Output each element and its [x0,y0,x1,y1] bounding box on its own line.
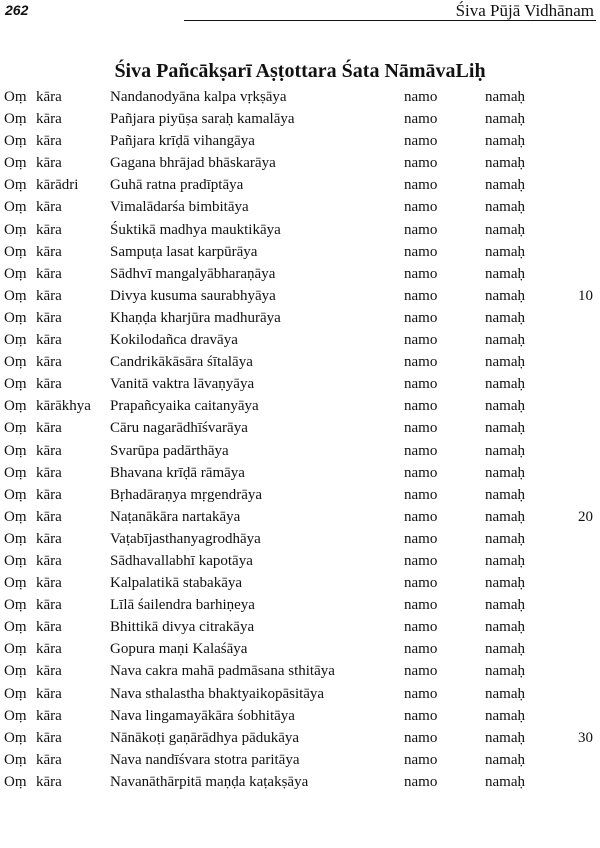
list-item [0,550,600,572]
namo-word: namo [404,177,438,194]
divine-name: Kalpalatikā stabakāya [110,575,243,592]
namo-word: namo [404,309,438,326]
divine-name: Nandanodyāna kalpa vṛkṣāya [110,89,287,105]
namo-word: namo [404,707,438,724]
namah-word: namaḥ [485,155,525,172]
kara-word: kāra [36,442,62,459]
list-item [0,395,600,417]
list-item [0,727,600,749]
namo-word: namo [404,332,438,349]
kara-word: kāra [36,575,62,592]
namah-word: namaḥ [485,486,525,503]
namo-word: namo [404,530,438,547]
namo-word: namo [404,420,438,437]
kara-word: kāra [36,685,62,702]
list-item [0,86,600,108]
divine-name: Prapañcyaika caitanyāya [110,398,259,415]
divine-name: Nānākoṭi gaṇārādhya pādukāya [110,729,300,746]
namo-word: namo [404,575,438,592]
om-syllable: Oṃ [4,575,27,592]
verse-number: 30 [578,729,593,746]
namah-word: namaḥ [485,508,525,525]
kara-word: kāra [36,707,62,724]
divine-name: Vaṭabījasthanyagrodhāya [110,530,261,547]
divine-name: Gopura maṇi Kalaśāya [110,641,248,658]
kara-word: kāra [36,751,62,768]
kara-word: kārākhya [36,398,91,415]
om-syllable: Oṃ [4,133,27,150]
divine-name: Khaṇḍa kharjūra madhurāya [110,309,281,326]
kara-word: kāra [36,464,62,481]
kara-word: kāra [36,354,62,371]
om-syllable: Oṃ [4,243,27,260]
kara-word: kāra [36,332,62,349]
namo-word: namo [404,265,438,282]
divine-name: Navanāthārpitā maṇḍa kaṭakṣāya [110,773,309,790]
om-syllable: Oṃ [4,729,27,746]
divine-name: Nava cakra mahā padmāsana sthitāya [110,663,335,680]
namo-word: namo [404,155,438,172]
list-item [0,660,600,682]
list-item [0,329,600,351]
namah-word: namaḥ [485,773,525,790]
namah-word: namaḥ [485,663,525,680]
divine-name: Guhā ratna pradīptāya [110,177,244,194]
namah-word: namaḥ [485,398,525,415]
divine-name: Līlā śailendra barhiṇeya [110,597,255,614]
divine-name: Svarūpa padārthāya [110,442,229,459]
namo-word: namo [404,442,438,459]
list-item [0,174,600,196]
divine-name: Vimalādarśa bimbitāya [110,199,249,216]
divine-name: Śuktikā madhya mauktikāya [110,221,281,238]
list-item [0,351,600,373]
list-item [0,616,600,638]
list-item [0,152,600,174]
om-syllable: Oṃ [4,111,27,128]
list-item [0,196,600,218]
divine-name: Nava sthalastha bhaktyaikopāsitāya [110,685,325,702]
kara-word: kāra [36,597,62,614]
divine-name: Nava lingamayākāra śobhitāya [110,707,295,724]
kara-word: kāra [36,199,62,216]
namo-word: namo [404,641,438,658]
namo-word: namo [404,663,438,680]
om-syllable: Oṃ [4,89,27,105]
kara-word: kāra [36,663,62,680]
divine-name: Pañjara piyūṣa saraḥ kamalāya [110,111,295,128]
namah-word: namaḥ [485,552,525,569]
divine-name: Sampuṭa lasat karpūrāya [110,243,258,260]
kara-word: kāra [36,773,62,790]
name-list [0,86,600,793]
list-item [0,572,600,594]
kara-word: kāra [36,619,62,636]
namah-word: namaḥ [485,243,525,260]
om-syllable: Oṃ [4,641,27,658]
divine-name: Nava nandīśvara stotra paritāya [110,751,300,768]
kara-word: kāra [36,486,62,503]
namo-word: namo [404,486,438,503]
list-item [0,705,600,727]
namah-word: namaḥ [485,177,525,194]
om-syllable: Oṃ [4,199,27,216]
section-title: Śiva Pañcākṣarī Aṣṭottara Śata NāmāvaLiḥ [114,60,486,82]
namah-word: namaḥ [485,332,525,349]
om-syllable: Oṃ [4,707,27,724]
namah-word: namaḥ [485,575,525,592]
om-syllable: Oṃ [4,376,27,393]
list-item [0,440,600,462]
kara-word: kāra [36,133,62,150]
divine-name: Naṭanākāra nartakāya [110,508,241,525]
list-item [0,219,600,241]
namo-word: namo [404,552,438,569]
namah-word: namaḥ [485,751,525,768]
namah-word: namaḥ [485,442,525,459]
kara-word: kāra [36,265,62,282]
divine-name: Divya kusuma saurabhyāya [110,287,276,304]
divine-name: Bhavana krīḍā rāmāya [110,464,245,481]
namo-word: namo [404,773,438,790]
verse-number: 10 [578,287,593,304]
namah-word: namaḥ [485,221,525,238]
divine-name: Gagana bhrājad bhāskarāya [110,155,276,172]
namo-word: namo [404,685,438,702]
divine-name: Kokilodañca dravāya [110,332,238,349]
om-syllable: Oṃ [4,464,27,481]
kara-word: kāra [36,641,62,658]
namo-word: namo [404,199,438,216]
namo-word: namo [404,133,438,150]
namo-word: namo [404,354,438,371]
om-syllable: Oṃ [4,309,27,326]
page-number: 262 [5,2,29,18]
list-item [0,462,600,484]
namah-word: namaḥ [485,309,525,326]
kara-word: kāra [36,287,62,304]
om-syllable: Oṃ [4,332,27,349]
list-item [0,263,600,285]
om-syllable: Oṃ [4,420,27,437]
namo-word: namo [404,243,438,260]
list-item [0,683,600,705]
list-item [0,528,600,550]
kara-word: kāra [36,552,62,569]
om-syllable: Oṃ [4,751,27,768]
kara-word: kāra [36,376,62,393]
namah-word: namaḥ [485,354,525,371]
list-item [0,506,600,528]
divine-name: Bṛhadāraṇya mṛgendrāya [110,486,263,503]
om-syllable: Oṃ [4,442,27,459]
list-item [0,594,600,616]
kara-word: kāra [36,309,62,326]
om-syllable: Oṃ [4,177,27,194]
divine-name: Cāru nagarādhīśvarāya [110,420,248,437]
namah-word: namaḥ [485,420,525,437]
om-syllable: Oṃ [4,398,27,415]
namo-word: namo [404,464,438,481]
namah-word: namaḥ [485,641,525,658]
om-syllable: Oṃ [4,508,27,525]
namah-word: namaḥ [485,464,525,481]
om-syllable: Oṃ [4,221,27,238]
namah-word: namaḥ [485,707,525,724]
namo-word: namo [404,287,438,304]
namo-word: namo [404,597,438,614]
namo-word: namo [404,508,438,525]
kara-word: kāra [36,729,62,746]
namah-word: namaḥ [485,619,525,636]
namah-word: namaḥ [485,376,525,393]
list-item [0,638,600,660]
namah-word: namaḥ [485,265,525,282]
namah-word: namaḥ [485,597,525,614]
list-item [0,241,600,263]
running-head: Śiva Pūjā Vidhānam [455,1,594,20]
kara-word: kāra [36,89,62,105]
om-syllable: Oṃ [4,597,27,614]
om-syllable: Oṃ [4,155,27,172]
list-item [0,285,600,307]
kara-word: kāra [36,508,62,525]
namah-word: namaḥ [485,287,525,304]
divine-name: Candrikākāsāra śītalāya [110,354,253,371]
namo-word: namo [404,89,438,105]
om-syllable: Oṃ [4,663,27,680]
divine-name: Vanitā vaktra lāvaṇyāya [110,376,255,393]
om-syllable: Oṃ [4,552,27,569]
om-syllable: Oṃ [4,265,27,282]
list-item [0,108,600,130]
kara-word: kāra [36,420,62,437]
om-syllable: Oṃ [4,685,27,702]
list-item [0,417,600,439]
divine-name: Sādhvī mangalyābharaṇāya [110,265,276,282]
namah-word: namaḥ [485,530,525,547]
kara-word: kāra [36,530,62,547]
om-syllable: Oṃ [4,530,27,547]
list-item [0,373,600,395]
namo-word: namo [404,376,438,393]
kara-word: kāra [36,243,62,260]
namah-word: namaḥ [485,89,525,105]
divine-name: Bhittikā divya citrakāya [110,619,255,636]
divine-name: Pañjara krīḍā vihangāya [110,133,255,150]
list-item [0,771,600,793]
om-syllable: Oṃ [4,486,27,503]
list-item [0,749,600,771]
list-item [0,130,600,152]
namo-word: namo [404,619,438,636]
kara-word: kāra [36,111,62,128]
namah-word: namaḥ [485,111,525,128]
divine-name: Sādhavallabhī kapotāya [110,552,253,569]
namah-word: namaḥ [485,685,525,702]
namo-word: namo [404,221,438,238]
kara-word: kāra [36,155,62,172]
kara-word: kāra [36,221,62,238]
list-item [0,484,600,506]
namah-word: namaḥ [485,199,525,216]
om-syllable: Oṃ [4,287,27,304]
page-header [0,0,600,22]
namo-word: namo [404,398,438,415]
list-item [0,307,600,329]
om-syllable: Oṃ [4,773,27,790]
namah-word: namaḥ [485,729,525,746]
om-syllable: Oṃ [4,619,27,636]
kara-word: kārādri [36,177,79,194]
om-syllable: Oṃ [4,354,27,371]
verse-number: 20 [578,508,593,525]
namo-word: namo [404,111,438,128]
namah-word: namaḥ [485,133,525,150]
namo-word: namo [404,751,438,768]
namo-word: namo [404,729,438,746]
